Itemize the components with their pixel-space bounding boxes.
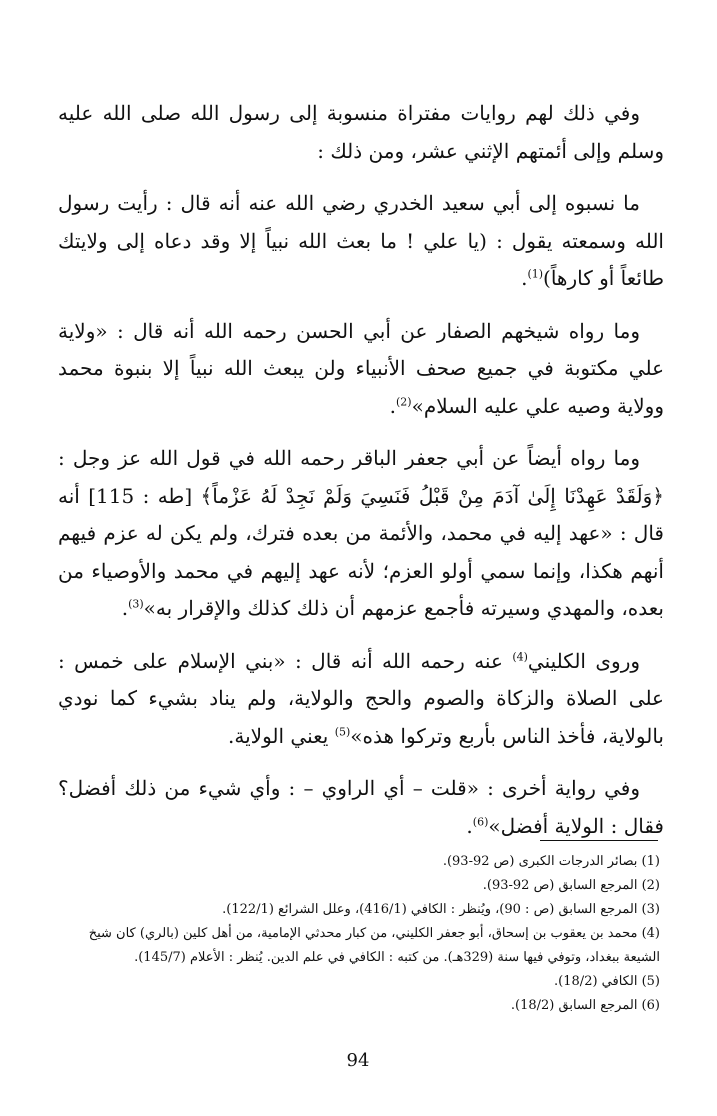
paragraph-1-text: وفي ذلك لهم روايات مفتراة منسوبة إلى رسول الله صلى الله عليه وسلم وإلى أئمتهم الإثني عشر، ومن ذلك : — [58, 101, 664, 163]
footnote-ref-3[interactable]: (3) — [128, 597, 144, 611]
paragraph-5-text: وروى الكليني — [527, 648, 641, 673]
footnote-ref-6[interactable]: (6) — [472, 814, 489, 828]
footnote-ref-4[interactable]: (4) — [512, 649, 528, 663]
paragraph-6-text: وفي رواية أخرى : «قلت – أي الراوي – : وأي شيء من ذلك أفضل؟ فقال : الولاية أفضل» — [58, 776, 664, 838]
footnote-1: (1) بصائر الدرجات الكبرى (ص 92-93). — [442, 854, 660, 869]
main-text — [58, 95, 664, 860]
footnote-ref-1[interactable]: (1) — [527, 267, 544, 281]
paragraph-6 — [58, 770, 664, 845]
paragraph-3-text: وما رواه شيخهم الصفار عن أبي الحسن رحمه الله أنه قال : «ولاية علي مكتوبة في جميع صحف الأنبياء ولن يبعث الله نبياً إلا بنبوة محمد وولاية وصيه علي عليه السلام» — [58, 318, 664, 418]
paragraph-4-text: وما رواه أيضاً عن أبي جعفر الباقر رحمه الله في قول الله عز وجل : ﴿وَلَقَدْ عَهِدْنَا إِلَىٰ آدَمَ مِنْ قَبْلُ فَنَسِيَ وَلَمْ نَجِدْ لَهُ عَزْماً﴾ [طه : 115] أنه قال : «عهد إليه في محمد، والأئمة من بعده فترك، ولم يكن له عزم فيهم أنهم هكذا، وإنما سمي أولو العزم؛ لأنه عهد إليهم في محمد والأوصياء من بعده، والمهدي وسيرته فأجمع عزمهم أن ذلك كذلك والإقرار به» — [58, 446, 664, 620]
footnote-6: (6) المرجع السابق (18/2). — [510, 998, 660, 1013]
paragraph-2 — [58, 185, 664, 298]
footnote-3: (3) المرجع السابق (ص : 90)، ويُنظر : الكافي (416/1)، وعلل الشرائع (122/1). — [222, 902, 660, 917]
paragraph-1 — [58, 95, 664, 170]
paragraph-5-tail: يعني الولاية. — [228, 723, 335, 748]
paragraph-6-tail: . — [466, 813, 473, 838]
footnote-ref-5[interactable]: (5) — [334, 724, 351, 738]
paragraph-2-tail: . — [521, 266, 528, 290]
paragraph-5-middle: عنه رحمه الله أنه قال : «بني الإسلام على خمس : على الصلاة والزكاة والصوم والحج والولاية، ولم يناد بشيء كما نودي بالولاية، فأخذ الناس بأربع وتركوا هذه» — [58, 648, 664, 748]
paragraph-4 — [58, 440, 664, 628]
footnote-2: (2) المرجع السابق (ص 92-93). — [482, 878, 660, 893]
page-number: 94 — [346, 1050, 370, 1071]
footnote-5: (5) الكافي (18/2). — [554, 974, 660, 989]
footnotes — [50, 850, 660, 1018]
footnote-4: (4) محمد بن يعقوب بن إسحاق، أبو جعفر الكليني، من كبار محدثي الإمامية، من أهل كلين (بالري) كان شيخ الشيعة ببغداد، وتوفي فيها سنة (329هـ). من كتبه : الكافي في علم الدين. يُنظر : الأعلام (145/7). — [88, 926, 660, 965]
paragraph-2-text: ما نسبوه إلى أبي سعيد الخدري رضي الله عنه أنه قال : رأيت رسول الله وسمعته يقول : (يا علي ! ما بعث الله نبياً إلا وقد دعاه إلى ولايتك طائعاً أو كارهاً) — [58, 191, 664, 290]
footnote-ref-2[interactable]: (2) — [395, 394, 412, 408]
paragraph-3-tail: . — [389, 393, 396, 418]
paragraph-4-tail: . — [121, 596, 129, 620]
paragraph-5 — [58, 643, 664, 756]
footnote-divider — [540, 840, 658, 841]
paragraph-3 — [58, 313, 664, 426]
